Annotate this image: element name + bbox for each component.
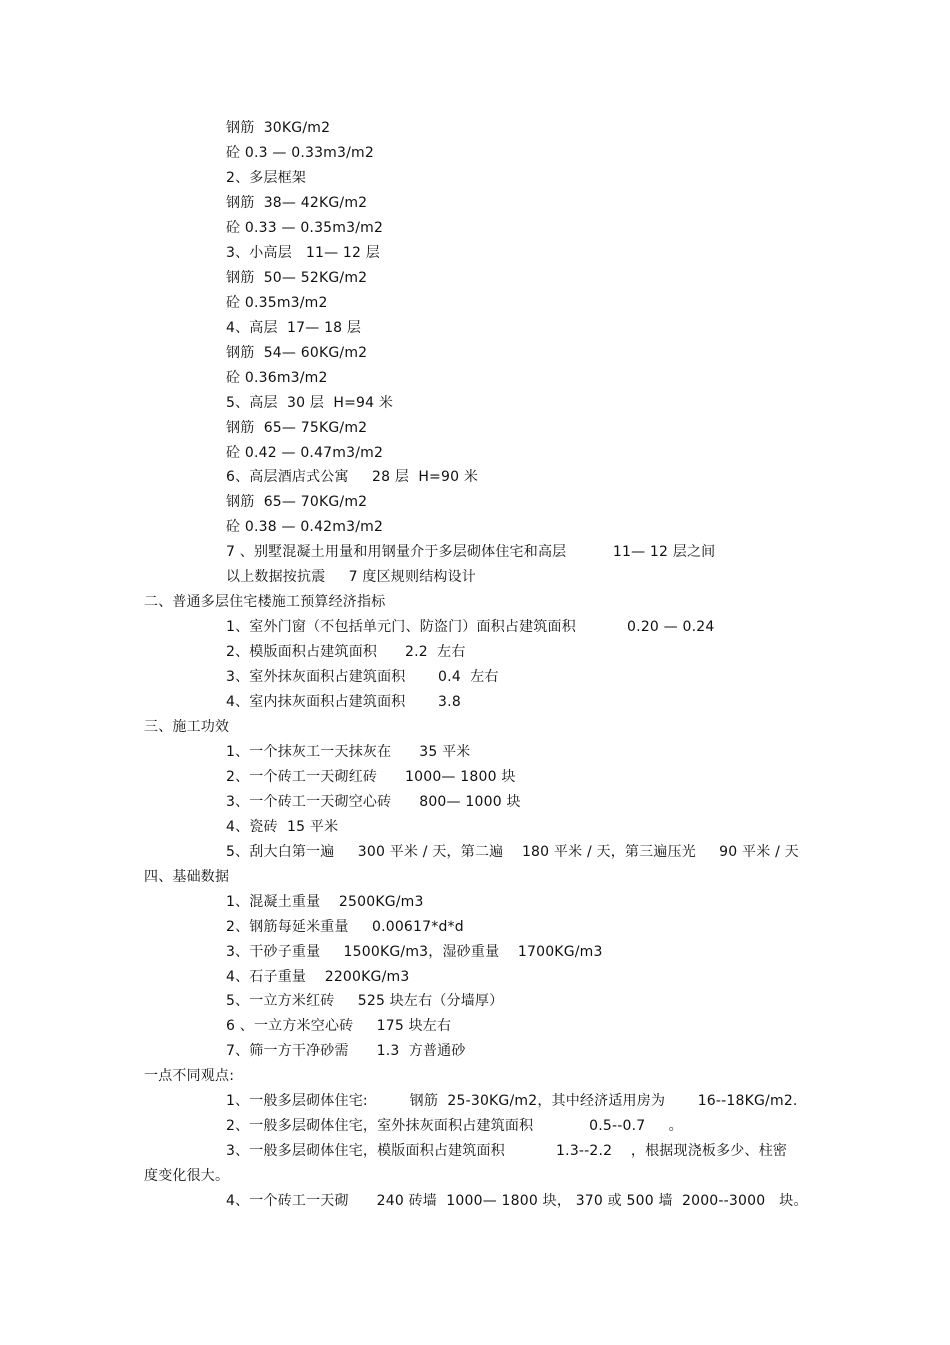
text-line: 2、一般多层砌体住宅，室外抹灰面积占建筑面积 0.5--0.7 。 — [226, 1118, 683, 1134]
text-line: 4、石子重量 2200KG/m3 — [226, 969, 410, 985]
text-line: 3、一个砖工一天砌空心砖 800— 1000 块 — [226, 794, 521, 810]
text-line: 钢筋 54— 60KG/m2 — [226, 345, 368, 361]
text-line: 2、钢筋每延米重量 0.00617*d*d — [226, 919, 464, 935]
text-line: 钢筋 65— 70KG/m2 — [226, 494, 368, 510]
text-line: 钢筋 65— 75KG/m2 — [226, 420, 368, 436]
text-line: 砼 0.42 — 0.47m3/m2 — [226, 445, 384, 461]
text-line: 3、一般多层砌体住宅，模版面积占建筑面积 1.3--2.2 ，根据现浇板多少、柱密 — [226, 1143, 788, 1159]
section-heading: 三、施工功效 — [144, 719, 230, 735]
text-line: 4、瓷砖 15 平米 — [226, 819, 339, 835]
text-line: 度变化很大。 — [144, 1168, 230, 1184]
text-line: 4、室内抹灰面积占建筑面积 3.8 — [226, 694, 461, 710]
text-line: 4、一个砖工一天砌 240 砖墙 1000— 1800 块， 370 或 500 墙 2000--3000 块。 — [226, 1193, 808, 1209]
text-line: 钢筋 30KG/m2 — [226, 120, 331, 136]
text-line: 砼 0.35m3/m2 — [226, 295, 328, 311]
text-line: 6 、一立方米空心砖 175 块左右 — [226, 1018, 452, 1034]
text-line: 1、一般多层砌体住宅: 钢筋 25-30KG/m2，其中经济适用房为 16--18KG/m2. — [226, 1093, 798, 1109]
section-heading: 四、基础数据 — [144, 869, 230, 885]
text-line: 6、高层酒店式公寓 28 层 H=90 米 — [226, 469, 479, 485]
text-line: 3、小高层 11— 12 层 — [226, 245, 380, 261]
text-line: 砼 0.33 — 0.35m3/m2 — [226, 220, 384, 236]
text-line: 7、筛一方干净砂需 1.3 方普通砂 — [226, 1043, 466, 1059]
text-line: 钢筋 38— 42KG/m2 — [226, 195, 368, 211]
text-line: 砼 0.3 — 0.33m3/m2 — [226, 145, 374, 161]
text-line: 2、多层框架 — [226, 170, 307, 186]
text-line: 5、刮大白第一遍 300 平米 / 天，第二遍 180 平米 / 天，第三遍压光 90 平米 / 天 — [226, 844, 799, 860]
text-line: 7 、别墅混凝土用量和用钢量介于多层砌体住宅和高层 11— 12 层之间 — [226, 544, 716, 560]
text-line: 5、一立方米红砖 525 块左右（分墙厚） — [226, 993, 504, 1009]
section-heading: 二、普通多层住宅楼施工预算经济指标 — [144, 594, 386, 610]
text-line: 5、高层 30 层 H=94 米 — [226, 395, 394, 411]
text-line: 以上数据按抗震 7 度区规则结构设计 — [226, 569, 477, 585]
text-line: 钢筋 50— 52KG/m2 — [226, 270, 368, 286]
text-line: 1、室外门窗（不包括单元门、防盗门）面积占建筑面积 0.20 — 0.24 — [226, 619, 715, 635]
text-line: 1、一个抹灰工一天抹灰在 35 平米 — [226, 744, 471, 760]
text-line: 1、混凝土重量 2500KG/m3 — [226, 894, 424, 910]
text-line: 2、一个砖工一天砌红砖 1000— 1800 块 — [226, 769, 516, 785]
text-line: 4、高层 17— 18 层 — [226, 320, 362, 336]
text-line: 砼 0.38 — 0.42m3/m2 — [226, 519, 384, 535]
text-line: 3、室外抹灰面积占建筑面积 0.4 左右 — [226, 669, 499, 685]
text-line: 砼 0.36m3/m2 — [226, 370, 328, 386]
text-line: 3、干砂子重量 1500KG/m3，湿砂重量 1700KG/m3 — [226, 944, 603, 960]
text-line: 2、模版面积占建筑面积 2.2 左右 — [226, 644, 466, 660]
section-heading: 一点不同观点: — [144, 1068, 235, 1084]
